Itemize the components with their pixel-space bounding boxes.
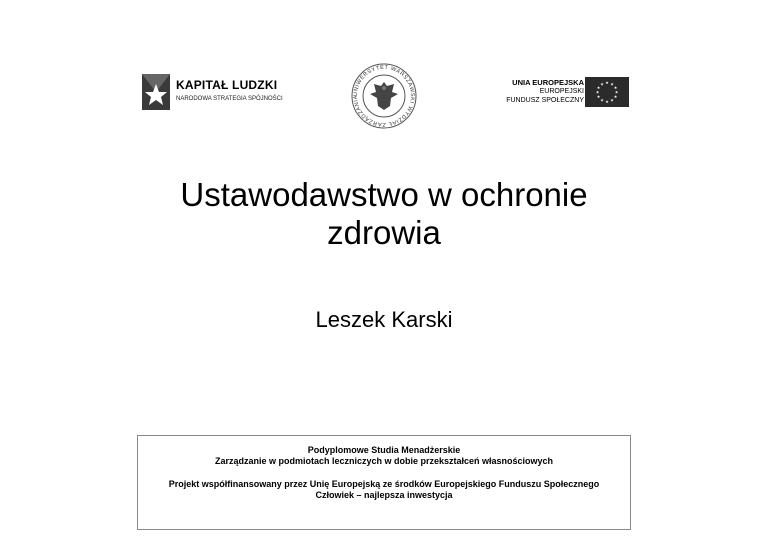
svg-text:★: ★ [613,94,618,99]
kapital-ludzki-subtitle: NARODOWA STRATEGIA SPÓJNOŚCI [176,96,283,102]
eu-line3: FUNDUSZ SPOŁECZNY [506,97,584,104]
kapital-ludzki-emblem-icon [140,70,174,114]
eu-logo [486,76,646,116]
svg-text:★: ★ [600,81,604,87]
title-line1: Ustawodawstwo w ochronie [180,176,588,213]
footer-line3: Projekt współfinansowany przez Unię Europejską ze środków Europejskiego Funduszu Społecznego [168,479,600,489]
footer-line2: Zarządzanie w podmiotach leczniczych w dobie przekształceń własnościowych [214,456,554,466]
logo-bar [0,62,768,132]
svg-text:★: ★ [605,99,609,104]
author-name: Leszek Karski [315,307,453,332]
svg-text:★: ★ [596,85,601,90]
svg-text:★: ★ [610,81,614,87]
svg-text:★: ★ [605,80,609,85]
svg-text:★: ★ [613,85,618,90]
kapital-ludzki-logo [140,70,283,114]
eu-line2: EUROPEJSKI [539,88,584,95]
svg-text:★: ★ [600,97,604,103]
footer-box [137,435,631,530]
eu-flag-icon [585,77,629,107]
svg-text:UNIWERSYTET WARSZAWSKI WYDZIAŁ: UNIWERSYTET WARSZAWSKI WYDZIAŁ ZARZĄDZANIA [352,64,416,128]
svg-text:★: ★ [614,89,619,95]
svg-text:★: ★ [595,89,600,95]
eu-line1: UNIA EUROPEJSKA [512,78,584,87]
footer-spacer [138,467,630,479]
university-seal-logo [350,62,418,130]
footer-line1: Podyplomowe Studia Menadżerskie [307,445,461,455]
eagle-seal-icon [350,62,418,130]
svg-text:★: ★ [610,97,614,103]
kapital-ludzki-title: KAPITAŁ LUDZKI [176,78,278,92]
title-line2: zdrowia [327,214,441,251]
footer-line4: Człowiek – najlepsza inwestycja [315,490,453,500]
svg-text:★: ★ [596,94,601,99]
presentation-title [0,176,768,252]
eu-text [506,78,584,105]
